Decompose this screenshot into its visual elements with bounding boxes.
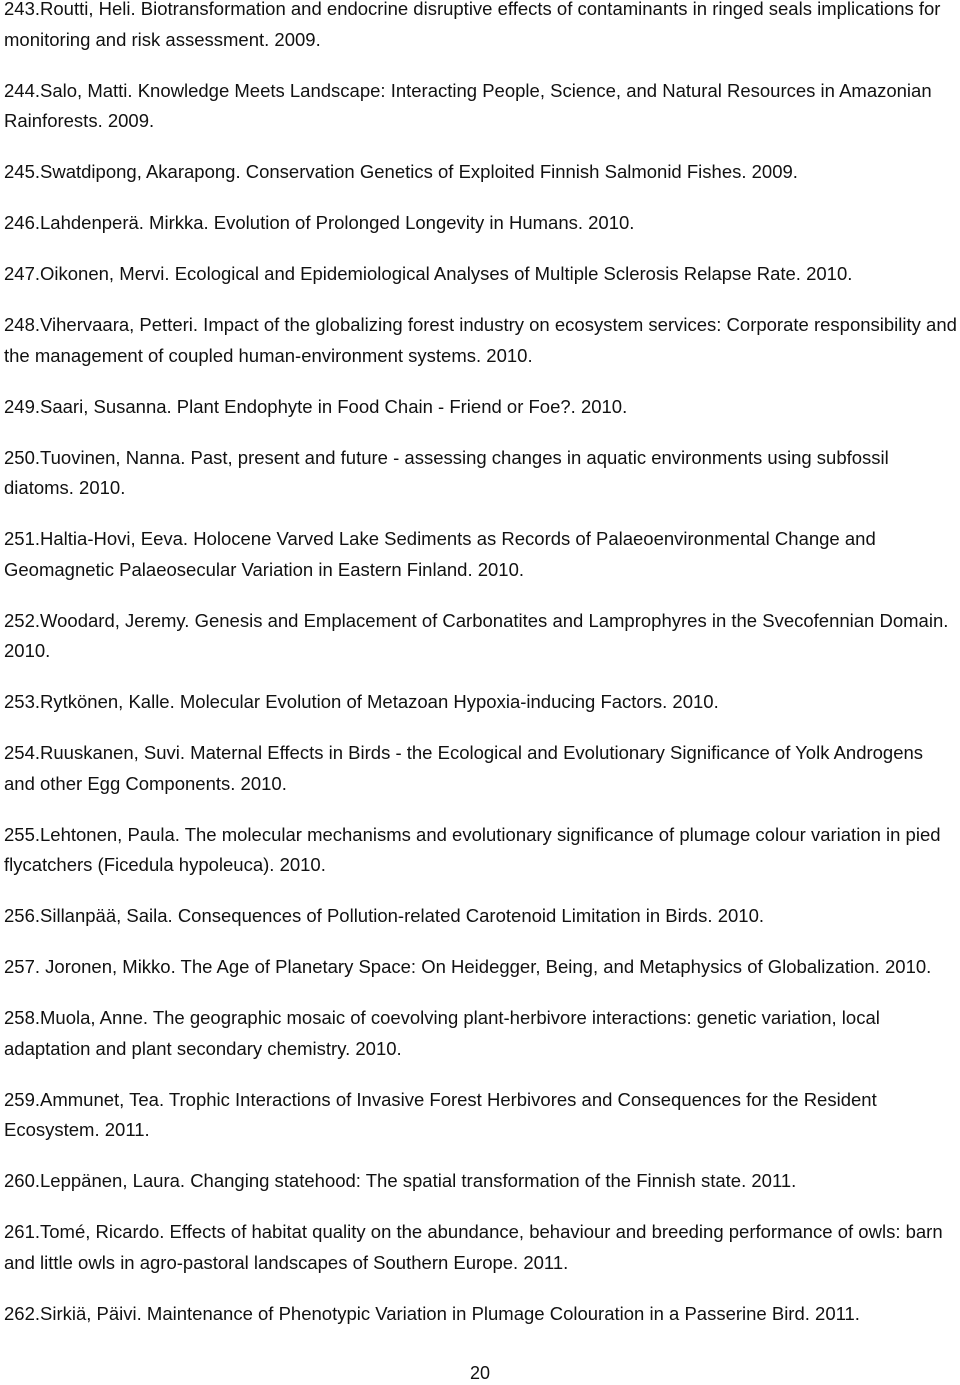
list-item [4,1299,958,1330]
entry-number: 262. [4,1302,41,1324]
list-item [4,738,958,799]
entry-number: 253. [4,691,41,712]
entry-number: 254. [4,742,41,763]
list-item [4,76,958,137]
list-item [4,392,958,423]
list-item [4,901,958,932]
entry-text: Tomé, Ricardo. Effects of habitat quality on the abundance, behaviour and breeding performance of owls: barn and little owls in agro-pastoral landscapes of Southern Europe. 2011. [4,1221,943,1273]
entry-text: Vihervaara, Petteri. Impact of the globalizing forest industry on ecosystem services: Corporate responsibility and the management of coupled human-environment systems. 2010. [4,314,957,366]
entry-number: 245. [4,161,41,182]
list-item [4,606,958,667]
entry-number: 247. [4,263,41,284]
entry-text: Saari, Susanna. Plant Endophyte in Food Chain - Friend or Foe?. 2010. [40,395,628,417]
reference-list [4,0,958,1350]
entry-number: 243. [4,0,41,19]
entry-number: 257. [4,956,41,977]
list-item [4,310,958,371]
entry-text: Woodard, Jeremy. Genesis and Emplacement of Carbonatites and Lamprophyres in the Svecofennian Domain. 2010. [4,609,949,661]
entry-number: 255. [4,823,41,845]
entry-text: Swatdipong, Akarapong. Conservation Genetics of Exploited Finnish Salmonid Fishes. 2009. [40,161,798,182]
entry-number: 244. [4,79,41,101]
entry-number: 251. [4,528,41,549]
list-item [4,1166,958,1197]
entry-number: 261. [4,1221,41,1242]
entry-text: Salo, Matti. Knowledge Meets Landscape: Interacting People, Science, and Natural Resources in Amazonian Rainforests. 2009. [4,79,932,131]
entry-text: Oikonen, Mervi. Ecological and Epidemiological Analyses of Multiple Sclerosis Relapse Rate. 2010. [40,263,853,284]
list-item [4,1217,958,1278]
list-item [4,259,958,290]
entry-text: Lahdenperä. Mirkka. Evolution of Prolonged Longevity in Humans. 2010. [40,212,635,233]
list-item [4,443,958,504]
entry-number: 258. [4,1007,41,1028]
entry-text: Joronen, Mikko. The Age of Planetary Space: On Heidegger, Being, and Metaphysics of Globalization. 2010. [40,956,932,977]
entry-text: Rytkönen, Kalle. Molecular Evolution of Metazoan Hypoxia-inducing Factors. 2010. [40,691,719,712]
entry-text: Sirkiä, Päivi. Maintenance of Phenotypic Variation in Plumage Colouration in a Passerine Bird. 2011. [40,1302,860,1324]
entry-number: 246. [4,212,41,233]
entry-text: Muola, Anne. The geographic mosaic of coevolving plant-herbivore interactions: genetic variation, local adaptation and plant secondary chemistry. 2010. [4,1007,880,1059]
entry-number: 250. [4,446,41,468]
entry-text: Ruuskanen, Suvi. Maternal Effects in Birds - the Ecological and Evolutionary Significance of Yolk Androgens and other Egg Components. 2010. [4,742,924,794]
entry-number: 256. [4,905,41,926]
list-item [4,952,958,983]
entry-number: 248. [4,314,41,335]
entry-number: 252. [4,609,41,631]
list-item [4,524,958,585]
entry-text: Sillanpää, Saila. Consequences of Pollution-related Carotenoid Limitation in Birds. 2010. [40,905,765,926]
entry-text: Leppänen, Laura. Changing statehood: The spatial transformation of the Finnish state. 2011. [40,1170,797,1191]
entry-text: Haltia-Hovi, Eeva. Holocene Varved Lake Sediments as Records of Palaeoenvironmental Change and Geomagnetic Palaeosecular Variation in Eastern Finland. 2010. [4,528,876,580]
list-item [4,208,958,239]
list-item [4,687,958,718]
list-item [4,0,958,55]
entry-text: Ammunet, Tea. Trophic Interactions of Invasive Forest Herbivores and Consequences for the Resident Ecosystem. 2011. [4,1088,877,1140]
entry-text: Routti, Heli. Biotransformation and endocrine disruptive effects of contaminants in ringed seals implications for monitoring and risk assessment. 2009. [4,0,941,50]
list-item [4,157,958,188]
list-item [4,1085,958,1146]
list-item [4,820,958,881]
entry-number: 259. [4,1088,41,1110]
entry-text: Lehtonen, Paula. The molecular mechanisms and evolutionary significance of plumage colour variation in pied flycatchers (Ficedula hypoleuca). 2010. [4,823,941,875]
entry-number: 260. [4,1170,41,1191]
entry-text: Tuovinen, Nanna. Past, present and future - assessing changes in aquatic environments using subfossil diatoms. 2010. [4,446,889,498]
page-number: 20 [469,1363,491,1383]
entry-number: 249. [4,395,41,417]
list-item [4,1003,958,1064]
